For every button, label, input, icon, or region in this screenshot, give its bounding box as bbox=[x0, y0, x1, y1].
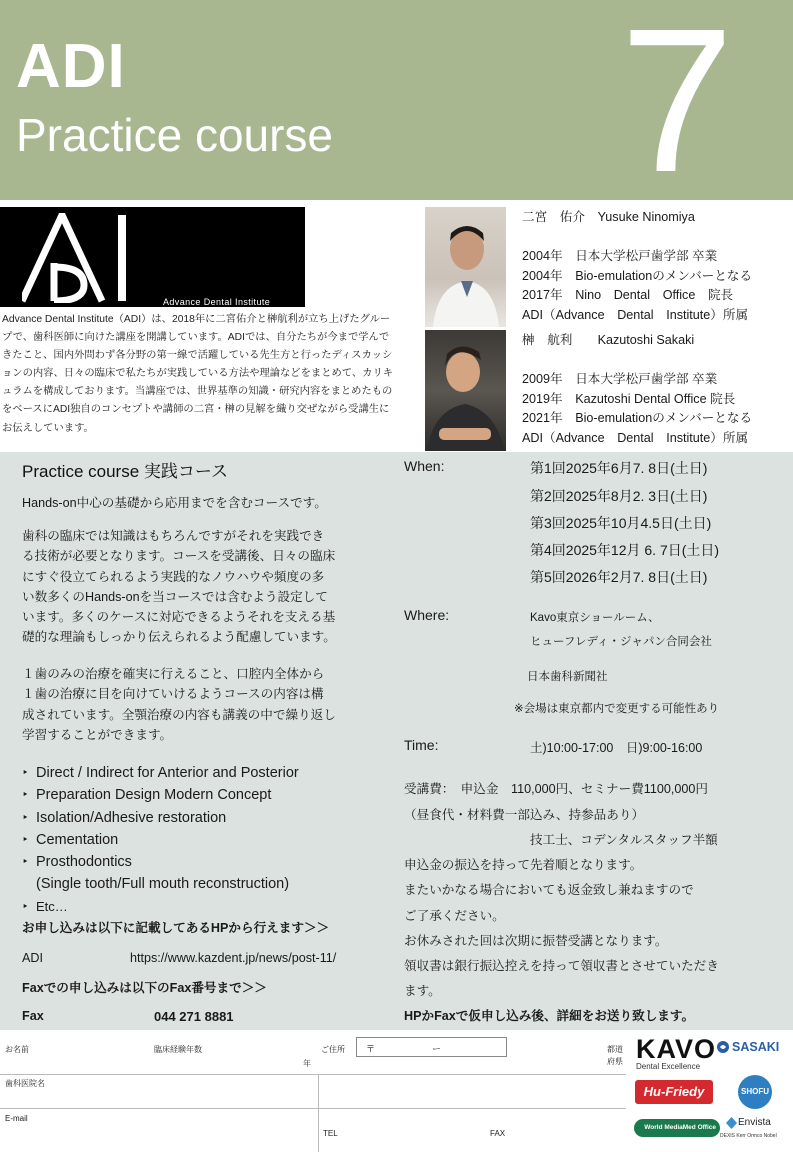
envista-brands: DEXIS Kerr Ormco Nobel bbox=[720, 1133, 777, 1139]
clinic-field[interactable] bbox=[2, 1076, 316, 1106]
topic-item: ‣ Direct / Indirect for Anterior and Posterior bbox=[22, 762, 299, 784]
fee-note: またいかなる場合においても返金致し兼ねますので bbox=[404, 883, 694, 897]
postal-mark: 〒 bbox=[366, 1044, 376, 1054]
course-topics-list bbox=[22, 762, 299, 918]
instructor-name: 二宮 佑介 Yusuke Ninomiya bbox=[522, 210, 695, 224]
text-line: 成されています。全顎治療の内容も講義の中で繰り返し bbox=[22, 707, 336, 722]
adi-logo bbox=[0, 207, 305, 307]
instructor-bio-ninomiya bbox=[522, 208, 752, 325]
clinic-label: 歯科医院名 bbox=[5, 1079, 45, 1088]
bio-line: 2004年 Bio-emulationのメンバーとなる bbox=[522, 268, 753, 283]
topic-item: ‣ Cementation bbox=[22, 829, 299, 851]
text-line: にすぐ役立てられるよう実践的なノウハウや頻度の多 bbox=[22, 569, 325, 584]
text-line: います。多くのケースに対応できるようそれを支える基 bbox=[22, 610, 336, 625]
venue-note: ※会場は東京都内で変更する可能性あり bbox=[514, 703, 720, 715]
form-divider bbox=[0, 1108, 626, 1109]
course-number: 7 bbox=[620, 0, 735, 215]
bio-line: 2019年 Kazutoshi Dental Office 院長 bbox=[522, 391, 736, 406]
course-description-2 bbox=[22, 664, 372, 745]
session-date: 第1回2025年6月7. 8日(土日) bbox=[530, 460, 708, 476]
bio-line: ADI（Advance Dental Institute）所属 bbox=[522, 307, 749, 322]
instructor-name: 榊 航利 Kazutoshi Sakaki bbox=[522, 333, 695, 347]
session-date: 第3回2025年10月4.5日(土日) bbox=[530, 515, 712, 531]
fax-number: 044 271 8881 bbox=[154, 1009, 234, 1024]
session-date: 第2回2025年8月2. 3日(土日) bbox=[530, 488, 708, 504]
header-subtitle: Practice course bbox=[16, 109, 334, 161]
world-mediamed-logo: World MediaMed Office bbox=[634, 1119, 720, 1137]
instructor-photo-ninomiya bbox=[425, 207, 506, 327]
shofu-logo: SHOFU bbox=[738, 1075, 772, 1109]
hufriedy-logo: Hu-Friedy bbox=[635, 1080, 713, 1104]
bio-line: 2009年 日本大学松戸歯学部 卒業 bbox=[522, 372, 718, 386]
adi-logo-mark-icon bbox=[22, 213, 172, 303]
venue-line: ヒューフレディ・ジャパン合同会社 bbox=[530, 636, 712, 648]
adi-logo-text: Advance Dental Institute bbox=[163, 297, 271, 307]
email-field[interactable] bbox=[2, 1112, 316, 1148]
address-field[interactable] bbox=[320, 1076, 624, 1106]
intro-paragraph: Advance Dental Institute（ADI）は、2018年に二宮佑介と榊航利が立ち上げたグループで、歯科医師に向けた講座を開講しています。ADIでは、自分たちが今まで学んできたこと、国内外問わず各分野の第一線で活躍している先生方と行ったディスカッションの内容、日々の臨床で私たちが実践している方法や理論などをまとめて、カリキュラムを構成しております。当講座では、世界基準の知識・研究内容をまとめたものをベースにADI独自のコンセプトや講師の二宮・榊の見解を織り交ぜながら受講生にお伝えしています。 bbox=[2, 314, 394, 434]
years-label: 臨床経験年数 bbox=[154, 1045, 202, 1054]
sasaki-mark-icon bbox=[716, 1040, 730, 1054]
venue-line: Kavo東京ショールーム、 bbox=[530, 612, 660, 624]
topic-item: ‣ Etc… bbox=[22, 896, 299, 918]
fax-field-label: FAX bbox=[490, 1129, 506, 1138]
fee-line: 技工士、コデンタルスタッフ半額 bbox=[530, 833, 718, 847]
session-date: 第4回2025年12月 6. 7日(土日) bbox=[530, 542, 720, 558]
form-divider bbox=[318, 1074, 319, 1152]
closing-note: HPかFaxで仮申し込み後、詳細をお送り致します。 bbox=[404, 1009, 695, 1023]
header-title: ADI bbox=[16, 32, 126, 101]
where-label: Where: bbox=[404, 607, 450, 623]
form-divider bbox=[0, 1074, 626, 1075]
kavo-logo: KAVO bbox=[636, 1034, 717, 1064]
person-icon bbox=[425, 207, 506, 327]
tel-label: TEL bbox=[323, 1129, 338, 1138]
bio-line: 2021年 Bio-emulationのメンバーとなる bbox=[522, 411, 753, 425]
fax-note: Faxでの申し込みは以下のFax番号まで＞＞ bbox=[22, 981, 267, 995]
session-date: 第5回2026年2月7. 8日(土日) bbox=[530, 569, 708, 585]
prefecture-label-2: 府県 bbox=[607, 1057, 623, 1066]
time-label: Time: bbox=[404, 737, 439, 753]
fee-note: ご了承ください。 bbox=[404, 909, 505, 923]
sasaki-logo: SASAKI bbox=[732, 1040, 780, 1054]
fax-field[interactable] bbox=[508, 1122, 624, 1146]
text-line: 歯科の臨床では知識はもちろんですがそれを実践でき bbox=[22, 529, 325, 543]
topic-item: ‣ Prosthodontics bbox=[22, 851, 299, 873]
text-line: い数多くのHands-onを当コースでは含むよう設定して bbox=[22, 589, 328, 604]
prefecture-label-1: 都道 bbox=[607, 1045, 623, 1054]
bio-line: 2017年 Nino Dental Office 院長 bbox=[522, 288, 734, 302]
text-line: １歯の治療に目を向けていけるようコースの内容は構 bbox=[22, 687, 324, 702]
topic-item: ‣ Preparation Design Modern Concept bbox=[22, 784, 299, 806]
person-icon bbox=[425, 330, 506, 451]
course-lead: Hands-on中心の基礎から応用までを含むコースです。 bbox=[22, 496, 327, 510]
envista-mark-icon bbox=[726, 1117, 737, 1129]
bio-line: 2004年 日本大学松戸歯学部 卒業 bbox=[522, 249, 718, 263]
when-label: When: bbox=[404, 458, 445, 474]
tel-field[interactable] bbox=[340, 1122, 485, 1146]
text-line: 礎的な理論もしっかり伝えられるよう配慮しています。 bbox=[22, 630, 336, 645]
course-title: Practice course 実践コース bbox=[22, 462, 229, 481]
fee-note: 申込金の振込を持って先着順となります。 bbox=[404, 858, 643, 872]
bio-line: ADI（Advance Dental Institute）所属 bbox=[522, 430, 749, 445]
text-line: 学習することができます。 bbox=[22, 727, 173, 742]
topic-item: ‣ Isolation/Adhesive restoration bbox=[22, 807, 299, 829]
fee-line: 受講費： 申込金 110,000円、セミナー費1100,000円 bbox=[404, 782, 708, 796]
text-line: る技術が必要となります。コースを受講後、日々の臨床 bbox=[22, 549, 336, 564]
fee-line: （昼食代・材料費一部込み、持参品あり） bbox=[404, 808, 645, 822]
adi-label: ADI bbox=[22, 951, 43, 965]
address-label: ご住所 bbox=[321, 1045, 345, 1054]
topic-subitem: (Single tooth/Full mouth reconstruction) bbox=[36, 876, 290, 893]
fax-label: Fax bbox=[22, 1009, 44, 1023]
name-label: お名前 bbox=[5, 1045, 29, 1054]
instructor-bio-sakaki bbox=[522, 331, 752, 448]
apply-url-link[interactable]: https://www.kazdent.jp/news/post-11/ bbox=[130, 951, 337, 965]
venue-line: 日本歯科新聞社 bbox=[527, 671, 608, 683]
fee-note: 領収書は銀行振込控えを持って領収書とさせていただき bbox=[404, 959, 719, 973]
email-label: E-mail bbox=[5, 1114, 28, 1123]
years-unit: 年 bbox=[303, 1059, 311, 1068]
postal-dash: ー bbox=[432, 1044, 442, 1054]
name-field[interactable] bbox=[2, 1040, 302, 1070]
instructor-photo-sakaki bbox=[425, 330, 506, 451]
fee-note: ます。 bbox=[404, 984, 441, 998]
course-description bbox=[22, 526, 372, 648]
apply-note: お申し込みは以下に記載してあるHPから行えます＞＞ bbox=[22, 921, 330, 935]
kavo-tagline: Dental Excellence bbox=[636, 1062, 701, 1071]
text-line: １歯のみの治療を確実に行えること、口腔内全体から bbox=[22, 667, 325, 681]
fee-note: お休みされた回は次期に振替受講となります。 bbox=[404, 934, 668, 948]
time-value: 土)10:00-17:00 日)9:00-16:00 bbox=[530, 741, 703, 755]
envista-logo: Envista bbox=[738, 1117, 771, 1128]
